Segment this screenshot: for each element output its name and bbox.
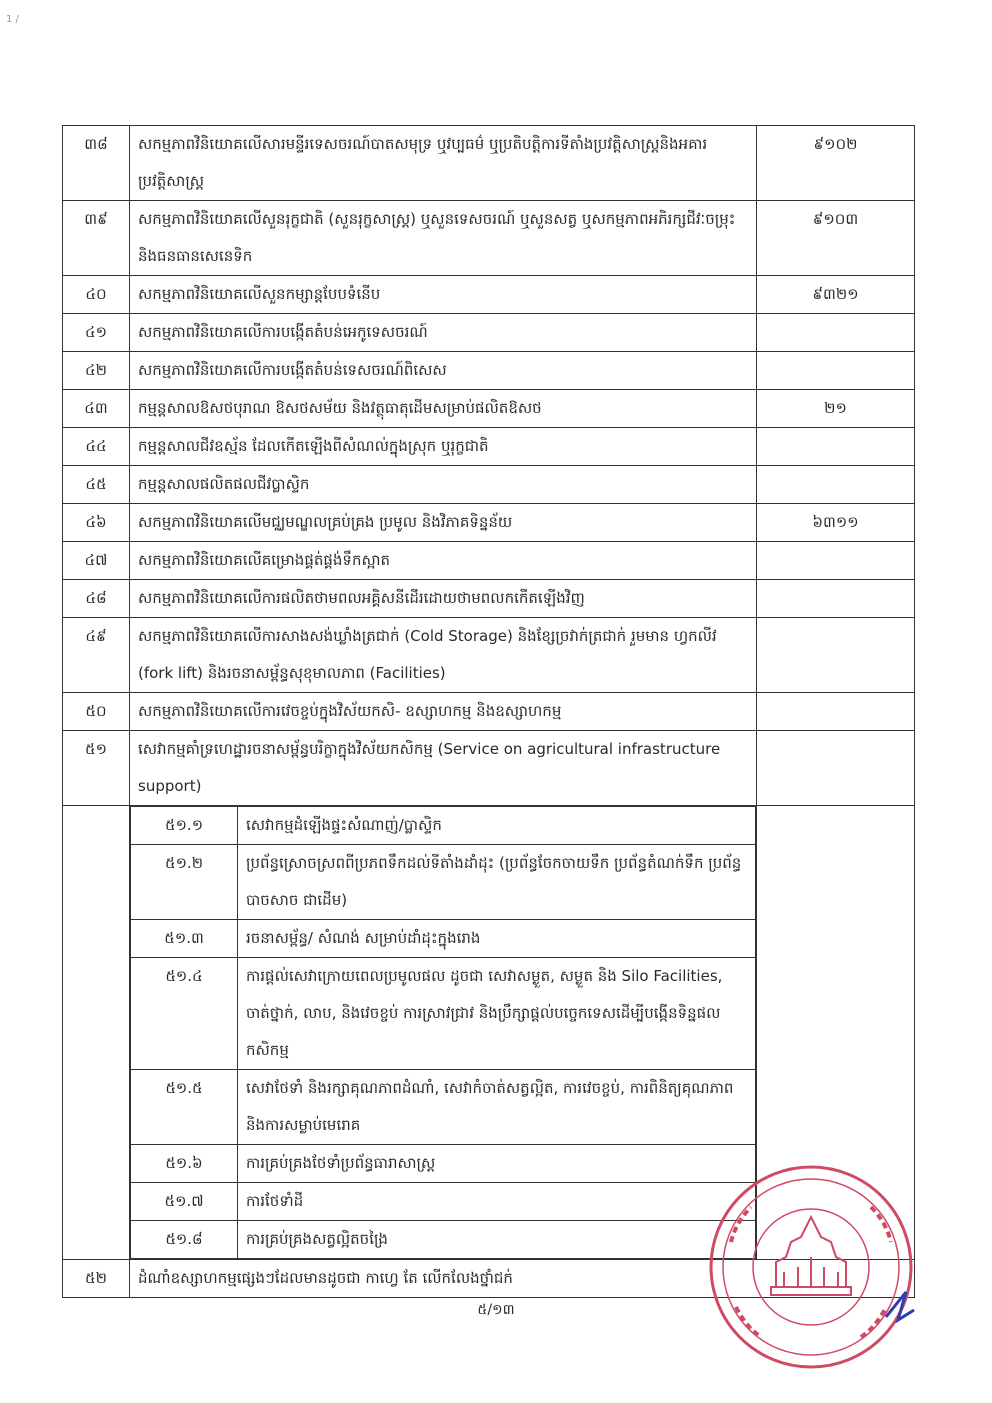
row-description: សកម្មភាពវិនិយោគលើការបង្កើតតំបន់ទេសចរណ៍ពិសេស [130, 352, 757, 390]
row-description: សកម្មភាពវិនិយោគលើការផលិតថាមពលអគ្គិសនីដើរដោយថាមពលកកើតឡើងវិញ [130, 580, 757, 618]
table-row [63, 693, 915, 731]
table-row [63, 542, 915, 580]
table-row [63, 352, 915, 390]
row-number: ៤៥ [63, 466, 130, 504]
row-description: សកម្មភាពវិនិយោគលើមជ្ឈមណ្ឌលគ្រប់គ្រង ប្រមូល និងវិភាគទិន្នន័យ [130, 504, 757, 542]
row-description: កម្មន្តសាលជីវឧស្ម័ន ដែលកើតឡើងពីសំណល់ក្នុងស្រុក ឬរុក្ខជាតិ [130, 428, 757, 466]
row-description: សកម្មភាពវិនិយោគលើការវេចខ្ចប់ក្នុងវិស័យកសិ- ឧស្សាហកម្ម និងឧស្សាហកម្ម [130, 693, 757, 731]
subitem-number: ៥១.១ [131, 807, 238, 845]
row-description: សេវាកម្មគាំទ្រហេដ្ឋារចនាសម្ព័ន្ធបរិក្ខាក្នុងវិស័យកសិកម្ម (Service on agricultural infrastructure support) [130, 731, 757, 806]
row-description: សកម្មភាពវិនិយោគលើការសាងសង់ឃ្លាំងត្រជាក់ (Cold Storage) និងខ្សែច្រវាក់ត្រជាក់ រួមមាន ហ្វកលីវ (fork lift) និងរចនាសម្ព័ន្ធសុខុមាលភាព (Facilities) [130, 618, 757, 693]
table-row [63, 618, 915, 693]
row-description: កម្មន្តសាលផលិតផលជីវប្លាស្ទិក [130, 466, 757, 504]
row-description: សកម្មភាពវិនិយោគលើគម្រោងផ្គត់ផ្គង់ទឹកស្អាត [130, 542, 757, 580]
row-code [757, 731, 915, 806]
subitem-number: ៥១.៤ [131, 958, 238, 1070]
subitem-row [131, 1183, 756, 1221]
subitem-row [131, 845, 756, 920]
page-number: ៥/១៣ [477, 1302, 515, 1318]
row-code [757, 466, 915, 504]
official-seal-icon [706, 1162, 916, 1372]
subitem-description: ការផ្តល់សេវាក្រោយពេលប្រមូលផល ដូចជា សេវាសម្ងួត, សម្ងួត និង Silo Facilities, ចាត់ថ្នាក់, លាប, និងវេចខ្ចប់ ការស្រាវជ្រាវ និងប្រឹក្សាផ្តល់បច្ចេកទេសដើម្បីបង្កើនទិន្នផលកសិកម្ម [238, 958, 756, 1070]
row-number: ៤៧ [63, 542, 130, 580]
subitem-number: ៥១.៦ [131, 1145, 238, 1183]
subitem-description: សេវាថែទាំ និងរក្សាគុណភាពដំណាំ, សេវាកំចាត់សត្វល្អិត, ការវេចខ្ចប់, ការពិនិត្យគុណភាព និងការសម្លាប់មេរោគ [238, 1070, 756, 1145]
row-code [757, 618, 915, 693]
subitem-description: ការគ្រប់គ្រងថែទាំប្រព័ន្ធធារាសាស្ត្រ [238, 1145, 756, 1183]
row-description: សកម្មភាពវិនិយោគលើសារមន្ទីរទេសចរណ៍បាតសមុទ្រ ឬវប្បធម៌ ឬប្រតិបត្តិការទីតាំងប្រវត្តិសាស្ត្រនិងអគារប្រវត្តិសាស្ត្រ [130, 126, 757, 201]
row-number: ៥២ [63, 1260, 130, 1298]
row-number: ៤០ [63, 276, 130, 314]
row-code [757, 542, 915, 580]
subitem-cell [130, 806, 757, 1260]
row-number: ៤៣ [63, 390, 130, 428]
subitem-row [131, 920, 756, 958]
activity-table [62, 125, 915, 1298]
corner-mark: 1 / [6, 14, 19, 25]
row-description: សកម្មភាពវិនិយោគលើសួនកម្សាន្តបែបទំនើប [130, 276, 757, 314]
table-row [63, 580, 915, 618]
row-number: ៤៩ [63, 618, 130, 693]
subitem-row [131, 1145, 756, 1183]
subitem-row [131, 1070, 756, 1145]
table-row [63, 504, 915, 542]
subitem-description: សេវាកម្មដំឡើងផ្ទះសំណាញ់/ប្លាស្ទិក [238, 807, 756, 845]
table-row [63, 731, 915, 806]
subitem-table [130, 806, 756, 1259]
subitem-description: រចនាសម្ព័ន្ធ/ សំណង់ សម្រាប់ដាំដុះក្នុងរោង [238, 920, 756, 958]
row-code [757, 580, 915, 618]
row-description: សកម្មភាពវិនិយោគលើសួនរុក្ខជាតិ (សួនរុក្ខសាស្ត្រ) ឬសួនទេសចរណ៍ ឬសួនសត្វ ឬសកម្មភាពអភិរក្សជីវៈចម្រុះ និងធនធានសេនេទិក [130, 201, 757, 276]
row-number: ៣៨ [63, 126, 130, 201]
table-row [63, 466, 915, 504]
row-number: ៤១ [63, 314, 130, 352]
row-code: ២១ [757, 390, 915, 428]
table-row [63, 428, 915, 466]
row-number: ៥១ [63, 731, 130, 806]
subitem-row [131, 958, 756, 1070]
row-code [757, 314, 915, 352]
row-number: ៤៨ [63, 580, 130, 618]
subitem-description: ប្រព័ន្ធស្រោចស្រពពីប្រភពទឹកដល់ទីតាំងដាំដុះ (ប្រព័ន្ធចែកចាយទឹក ប្រព័ន្ធតំណក់ទឹក ប្រព័ន្ធបាចសាច ជាដើម) [238, 845, 756, 920]
row-number: ៤២ [63, 352, 130, 390]
row-description: សកម្មភាពវិនិយោគលើការបង្កើតតំបន់អេកូទេសចរណ៍ [130, 314, 757, 352]
table-row [63, 390, 915, 428]
row-description: កម្មន្តសាលឱសថបុរាណ ឱសថសម័យ និងវត្ថុធាតុដើមសម្រាប់ផលិតឱសថ [130, 390, 757, 428]
subitem-description: ការគ្រប់គ្រងសត្វល្អិតចង្រៃ [238, 1221, 756, 1259]
row-number: ៥០ [63, 693, 130, 731]
row-code [757, 352, 915, 390]
row-number: ៣៩ [63, 201, 130, 276]
row-code [757, 428, 915, 466]
row-description: ដំណាំឧស្សាហកម្មផ្សេងៗដែលមានដូចជា កាហ្វេ តែ លើកលែងថ្នាំជក់ [130, 1260, 915, 1298]
subitem-number: ៥១.៥ [131, 1070, 238, 1145]
row-number-empty [63, 806, 130, 1260]
row-code: ៩១០២ [757, 126, 915, 201]
table-row [63, 276, 915, 314]
row-number: ៤៦ [63, 504, 130, 542]
subitem-number: ៥១.៨ [131, 1221, 238, 1259]
table-row [63, 126, 915, 201]
table-row [63, 314, 915, 352]
subitem-number: ៥១.៧ [131, 1183, 238, 1221]
subitem-number: ៥១.៣ [131, 920, 238, 958]
row-code: ៩៣២១ [757, 276, 915, 314]
subitem-description: ការថែទាំដី [238, 1183, 756, 1221]
row-code: ៦៣១១ [757, 504, 915, 542]
subitem-number: ៥១.២ [131, 845, 238, 920]
row-number: ៤៤ [63, 428, 130, 466]
table-row [63, 201, 915, 276]
subitem-row [131, 1221, 756, 1259]
row-code [757, 693, 915, 731]
row-code: ៩១០៣ [757, 201, 915, 276]
subitem-row [131, 807, 756, 845]
